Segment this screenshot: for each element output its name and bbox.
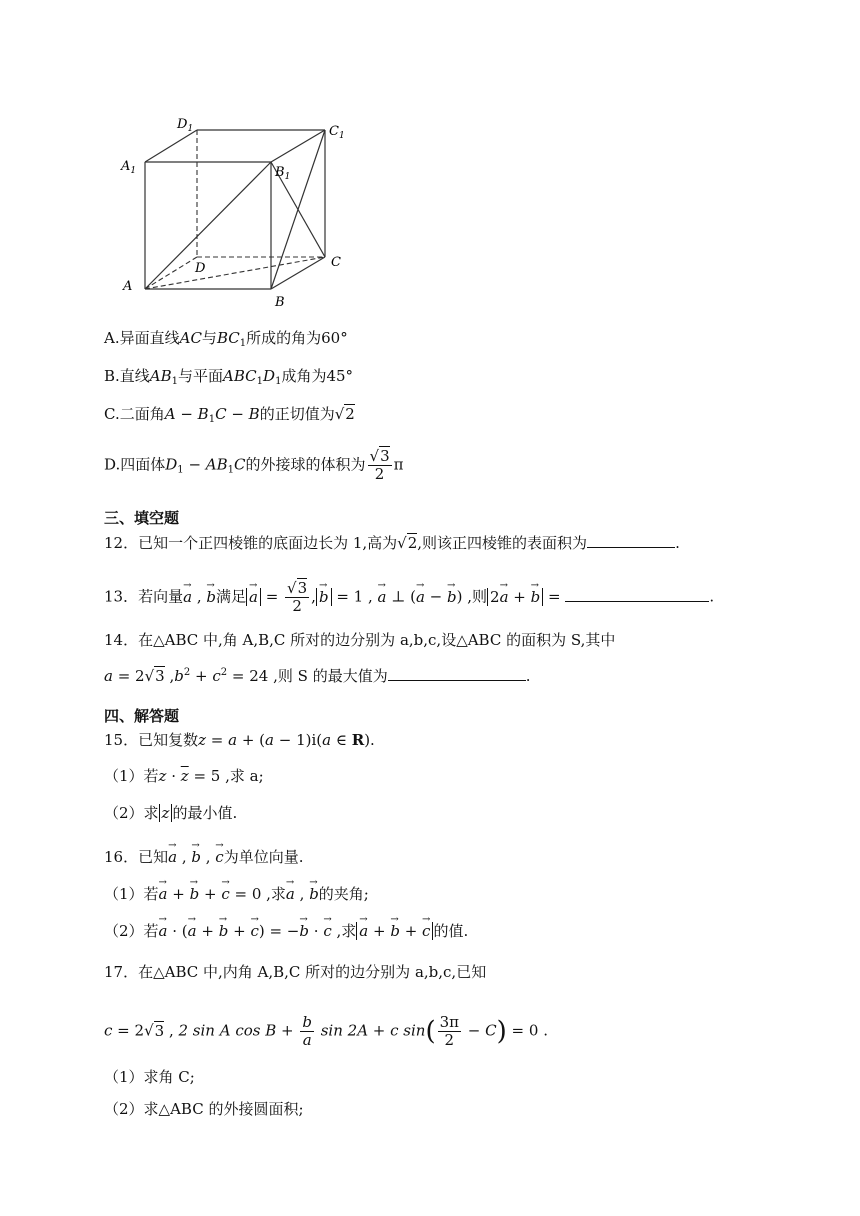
question-16-part2: （2）若→ a · (→ a + → b + → c) = −→ b · → c ,求 → a + → b + → c 的值. xyxy=(104,921,468,941)
question-17-line2: c = 2√3 , 2 sin A cos B + $\frac{b}{a}$ sin 2A + c sin( $\frac{3\pi}{2}$ − C) = 0 . xyxy=(104,1013,548,1049)
option-d: D.四面体$D_1 - AB_1C$的外接球的体积为 $\frac{√3}{2}$ π xyxy=(104,447,404,483)
question-14-line1: 14．在△ABC 中,角 A,B,C 所对的边分别为 a,b,c,设△ABC 的面积为 S,其中 xyxy=(104,631,616,649)
question-12: 12．已知一个正四棱锥的底面边长为 1,高为√2,则该正四棱锥的表面积为 . xyxy=(104,534,680,552)
label-C: C xyxy=(331,255,341,270)
section-fill-in: 三、填空题 xyxy=(104,509,180,527)
label-B1: $B_1$ xyxy=(275,165,291,182)
question-17-part2: （2）求△ABC 的外接圆面积; xyxy=(104,1100,304,1118)
question-16-part1: （1）若→ a + → b + → c = 0 ,求→ a , → b的夹角; xyxy=(104,884,369,904)
question-15-part2: （2）求 z 的最小值. xyxy=(104,804,238,822)
label-C1: $C_1$ xyxy=(329,124,345,141)
cube-figure xyxy=(115,112,365,312)
label-B: B xyxy=(275,295,285,310)
question-17-line1: 17．在△ABC 中,内角 A,B,C 所对的边分别为 a,b,c,已知 xyxy=(104,963,487,981)
label-D: D xyxy=(195,261,206,276)
section-solve: 四、解答题 xyxy=(104,707,180,725)
option-c: C.二面角$A - B_1C - B$的正切值为√2 xyxy=(104,405,355,425)
question-13: 13．若向量→ a , → b满足 → a = $\frac{√3}{2}$ , → b = 1 , → a ⊥ (→ a − → b) ,则 2→ a + → b = . xyxy=(104,580,714,615)
option-b: B.直线$AB_1$与平面$ABC_1D_1$成角为45° xyxy=(104,367,354,387)
question-15: 15．已知复数z = a + (a − 1)i(a ∈ R). xyxy=(104,731,375,749)
question-16: 16．已知→ a , → b , → c为单位向量. xyxy=(104,847,303,867)
label-A1: $A_1$ xyxy=(121,159,137,176)
question-17-part1: （1）求角 C; xyxy=(104,1068,195,1086)
question-14-line2: a = 2√3 $,b^2 + c^2 = 24$ ,则 S 的最大值为 . xyxy=(104,667,531,685)
label-A: A xyxy=(123,279,133,294)
question-15-part1: （1）若$z \cdot \overline{z} = 5$ ,求 a; xyxy=(104,767,264,785)
label-D1: $D_1$ xyxy=(177,117,194,134)
option-a: A.异面直线AC与$BC_1$所成的角为60° xyxy=(104,329,348,349)
